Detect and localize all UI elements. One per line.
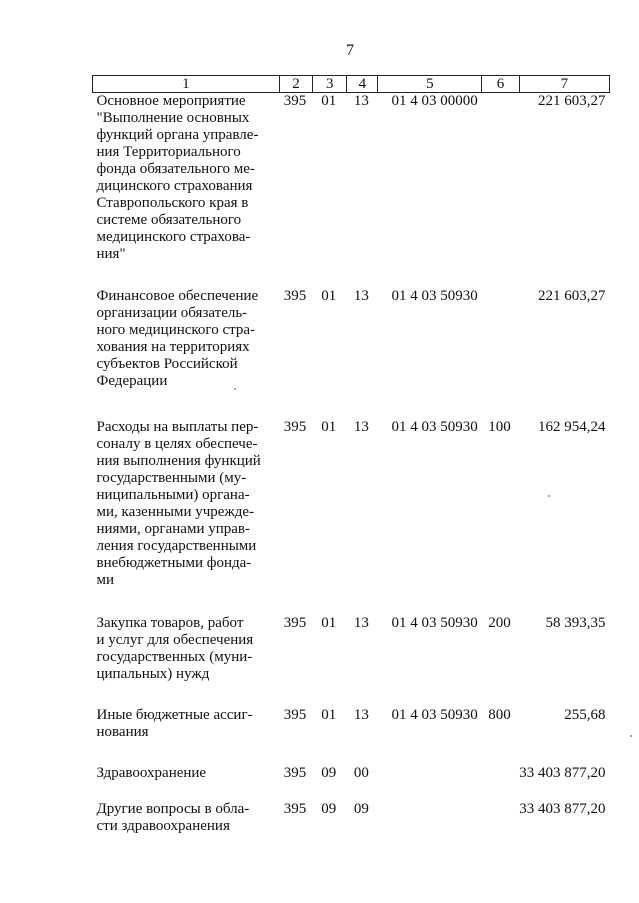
page-number: 7: [346, 42, 354, 59]
row-code-3: 09: [321, 765, 337, 781]
table-row: [93, 288, 610, 419]
row-code-6: [482, 288, 519, 419]
header-row: [93, 76, 610, 93]
row-code-5: [378, 801, 482, 835]
row-code-4: 13: [353, 419, 369, 435]
header-cell-5: 5: [378, 76, 482, 93]
table-row: [93, 615, 610, 707]
row-code-2: 395: [283, 615, 307, 631]
header-cell-6: 6: [482, 76, 519, 93]
row-code-6: [482, 801, 519, 835]
row-code-2: 395: [283, 765, 307, 781]
row-code-5: [378, 765, 482, 801]
row-code-4: 13: [353, 615, 369, 631]
header-cell-7: 7: [519, 76, 609, 93]
row-code-2: 395: [283, 801, 307, 817]
row-name: Закупка товаров, работ и услуг для обеспечения государственных (муни- ципальных) нужд: [96, 615, 254, 682]
row-amount: 33 403 877,20: [519, 801, 606, 817]
row-code-3: 01: [321, 707, 337, 723]
row-name: Расходы на выплаты пер- соналу в целях обеспече- ния выполнения функций государственными (му- ниципальными) органа- ми, казенными учрежде- ниями, органами управ- ления государственными внебюджетными фонда- ми: [96, 419, 261, 588]
row-amount: 162 954,24: [538, 419, 606, 435]
row-code-4: 13: [353, 93, 369, 109]
scan-speck: [630, 735, 632, 737]
row-code-3: 01: [321, 93, 337, 109]
row-amount: 33 403 877,20: [519, 765, 606, 781]
table-row: [93, 93, 610, 289]
row-amount: 255,68: [564, 707, 606, 723]
row-code-4: 09: [353, 801, 369, 817]
row-code-2: 395: [283, 707, 307, 723]
row-code-5: 01 4 03 50930: [391, 615, 478, 631]
row-code-3: 01: [321, 288, 337, 304]
table-row: [93, 801, 610, 835]
row-code-3: 01: [321, 419, 337, 435]
row-name: Другие вопросы в обла- сти здравоохранения: [96, 801, 250, 834]
row-code-6: [482, 765, 519, 801]
row-name: Здравоохранение: [96, 765, 207, 781]
row-amount: 58 393,35: [545, 615, 606, 631]
row-code-2: 395: [283, 93, 307, 109]
scan-speck: [234, 388, 236, 390]
header-cell-3: 3: [313, 76, 347, 93]
row-code-5: 01 4 03 50930: [391, 419, 478, 435]
scan-speck: [548, 495, 550, 497]
budget-table: [92, 75, 610, 835]
header-cell-4: 4: [347, 76, 378, 93]
row-code-6: 200: [488, 615, 511, 631]
row-name: Финансовое обеспечение организации обязатель- ного медицинского стра- хования на территориях субъектов Российской Федерации: [96, 288, 259, 389]
row-amount: 221 603,27: [538, 288, 606, 304]
row-code-6: 800: [488, 707, 511, 723]
header-cell-1: 1: [93, 76, 280, 93]
row-amount: 221 603,27: [538, 93, 606, 109]
table-row: [93, 419, 610, 615]
row-code-4: 00: [353, 765, 369, 781]
row-code-5: 01 4 03 50930: [391, 288, 478, 304]
table-row: [93, 765, 610, 801]
row-code-6: [482, 93, 519, 289]
row-name: Иные бюджетные ассиг- нования: [96, 707, 253, 740]
row-code-3: 09: [321, 801, 337, 817]
header-cell-2: 2: [279, 76, 312, 93]
row-code-2: 395: [283, 419, 307, 435]
row-code-4: 13: [353, 707, 369, 723]
row-code-4: 13: [353, 288, 369, 304]
row-code-6: 100: [488, 419, 511, 435]
row-code-3: 01: [321, 615, 337, 631]
row-code-2: 395: [283, 288, 307, 304]
row-name: Основное мероприятие "Выполнение основных функций органа управле- ния Территориального фонда обязательного ме- дицинского страхования Ставропольского края в системе обязательного медицинского страхова- ния": [96, 93, 259, 262]
row-code-5: 01 4 03 00000: [391, 93, 478, 109]
table-row: [93, 707, 610, 765]
row-code-5: 01 4 03 50930: [391, 707, 478, 723]
